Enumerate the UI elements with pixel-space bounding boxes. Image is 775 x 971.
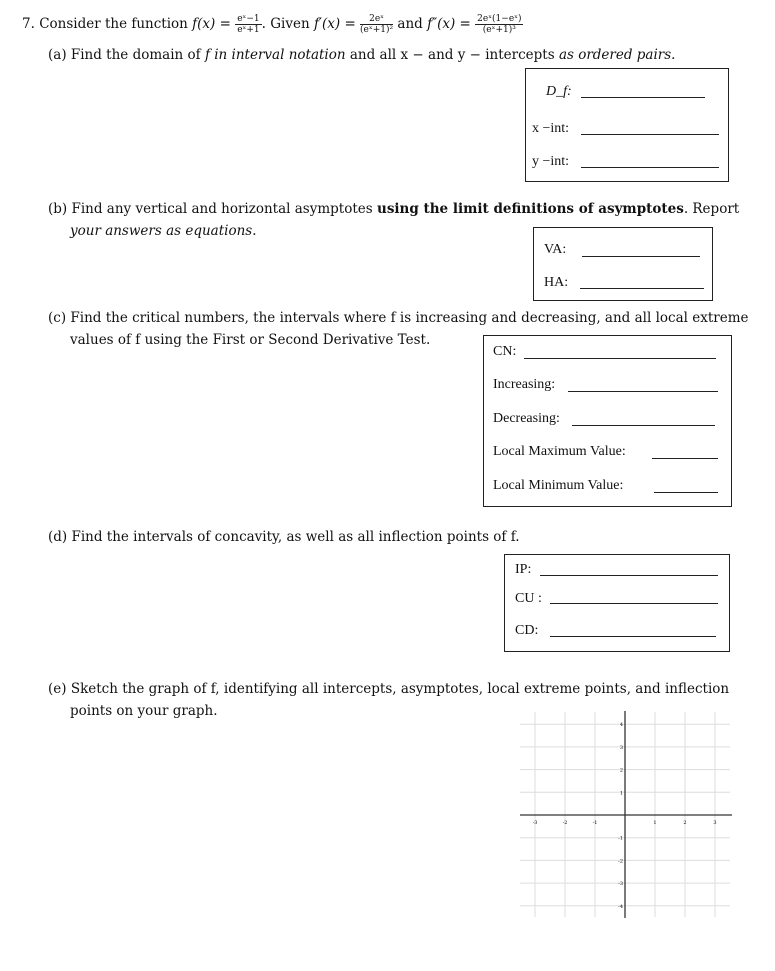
y-int-answer-line[interactable] — [581, 167, 719, 168]
y-tick-label: -1 — [618, 835, 623, 842]
y-tick-label: -3 — [618, 881, 623, 888]
y-tick-label: 3 — [619, 744, 623, 751]
part-a-text: and all x − and y − intercepts — [349, 47, 555, 63]
x-tick-label: -2 — [562, 820, 568, 826]
question-number: 7. — [22, 16, 35, 32]
increasing-label: Increasing: — [493, 377, 556, 392]
x-int-answer-line[interactable] — [581, 134, 719, 135]
part-b-text: . Report — [683, 201, 740, 217]
part-a-text-italic: f in interval notation — [204, 47, 346, 63]
y-tick-label: 2 — [619, 767, 623, 774]
increasing-answer-line[interactable] — [568, 391, 718, 392]
decreasing-label: Decreasing: — [493, 411, 560, 426]
x-int-label: x −int: — [532, 121, 570, 136]
part-c-answer-box — [483, 335, 732, 507]
fdoubleprime-fraction — [475, 14, 523, 35]
and-text: and — [397, 16, 423, 32]
sketch-grid[interactable] — [510, 710, 740, 920]
part-c-prompt: (c) Find the critical numbers, the intervals where f is increasing and decreasing, and all local extreme — [48, 310, 749, 326]
ip-answer-line[interactable] — [540, 575, 718, 576]
y-tick-label: 1 — [619, 790, 623, 797]
part-c-prompt-2: values of f using the First or Second Derivative Test. — [70, 332, 431, 348]
part-e-prompt-2: points on your graph. — [70, 703, 218, 719]
local-min-label: Local Minimum Value: — [493, 478, 624, 493]
ip-label: IP: — [515, 562, 532, 577]
question-header — [22, 14, 523, 35]
x-tick-label: -1 — [592, 820, 598, 826]
decreasing-answer-line[interactable] — [572, 425, 715, 426]
fprime-denominator: (eˣ+1)² — [360, 25, 394, 35]
x-tick-label: 1 — [653, 820, 657, 826]
f-numerator: eˣ−1 — [237, 14, 260, 24]
x-tick-label: -3 — [532, 820, 538, 826]
part-b-text-italic: your answers as equations. — [70, 223, 257, 239]
y-tick-label: -4 — [618, 903, 623, 910]
fdoubleprime-numerator: 2eˣ(1−eˣ) — [477, 14, 522, 24]
part-b-prompt — [48, 201, 739, 217]
f-denominator: eˣ+1 — [237, 25, 260, 35]
part-a-prompt — [48, 47, 675, 63]
fdoubleprime-denominator: (eˣ+1)³ — [482, 25, 516, 35]
domain-label: D_f: — [546, 84, 572, 99]
y-tick-label: 4 — [619, 722, 623, 729]
part-d-answer-box — [504, 554, 730, 652]
x-tick-label: 2 — [683, 820, 687, 826]
local-min-answer-line[interactable] — [654, 492, 718, 493]
cu-label: CU : — [515, 591, 542, 606]
part-e-prompt: (e) Sketch the graph of f, identifying all intercepts, asymptotes, local extreme points, and inflection — [48, 681, 730, 697]
fprime-lhs: f′(x) = — [313, 16, 356, 32]
local-max-answer-line[interactable] — [652, 458, 718, 459]
domain-answer-line[interactable] — [581, 97, 705, 98]
y-int-label: y −int: — [532, 154, 570, 169]
part-b-answer-box — [533, 227, 713, 301]
va-answer-line[interactable] — [582, 256, 700, 257]
cd-answer-line[interactable] — [550, 636, 716, 637]
given-text: . Given — [261, 16, 310, 32]
part-a-text-italic: as ordered pairs. — [558, 47, 676, 63]
part-a-text: (a) Find the domain of — [48, 47, 201, 63]
ha-answer-line[interactable] — [580, 288, 704, 289]
fprime-fraction — [360, 14, 393, 35]
cd-label: CD: — [515, 623, 539, 638]
cn-label: CN: — [493, 344, 517, 359]
cn-answer-line[interactable] — [524, 358, 716, 359]
part-a-answer-box — [525, 68, 729, 182]
part-d-prompt: (d) Find the intervals of concavity, as well as all inflection points of f. — [48, 529, 520, 545]
y-tick-label: -2 — [618, 858, 623, 865]
cu-answer-line[interactable] — [550, 603, 718, 604]
ha-label: HA: — [544, 275, 569, 290]
va-label: VA: — [544, 242, 567, 257]
local-max-label: Local Maximum Value: — [493, 444, 626, 459]
part-b-text: (b) Find any vertical and horizontal asymptotes — [48, 201, 373, 217]
f-fraction — [235, 14, 261, 35]
part-b-bold: using the limit definitions of asymptotes — [377, 201, 684, 217]
intro-text: Consider the function — [39, 16, 188, 32]
fdoubleprime-lhs: f″(x) = — [427, 16, 471, 32]
f-lhs: f(x) = — [192, 16, 231, 32]
fprime-numerator: 2eˣ — [360, 14, 393, 25]
x-tick-label: 3 — [713, 820, 717, 826]
